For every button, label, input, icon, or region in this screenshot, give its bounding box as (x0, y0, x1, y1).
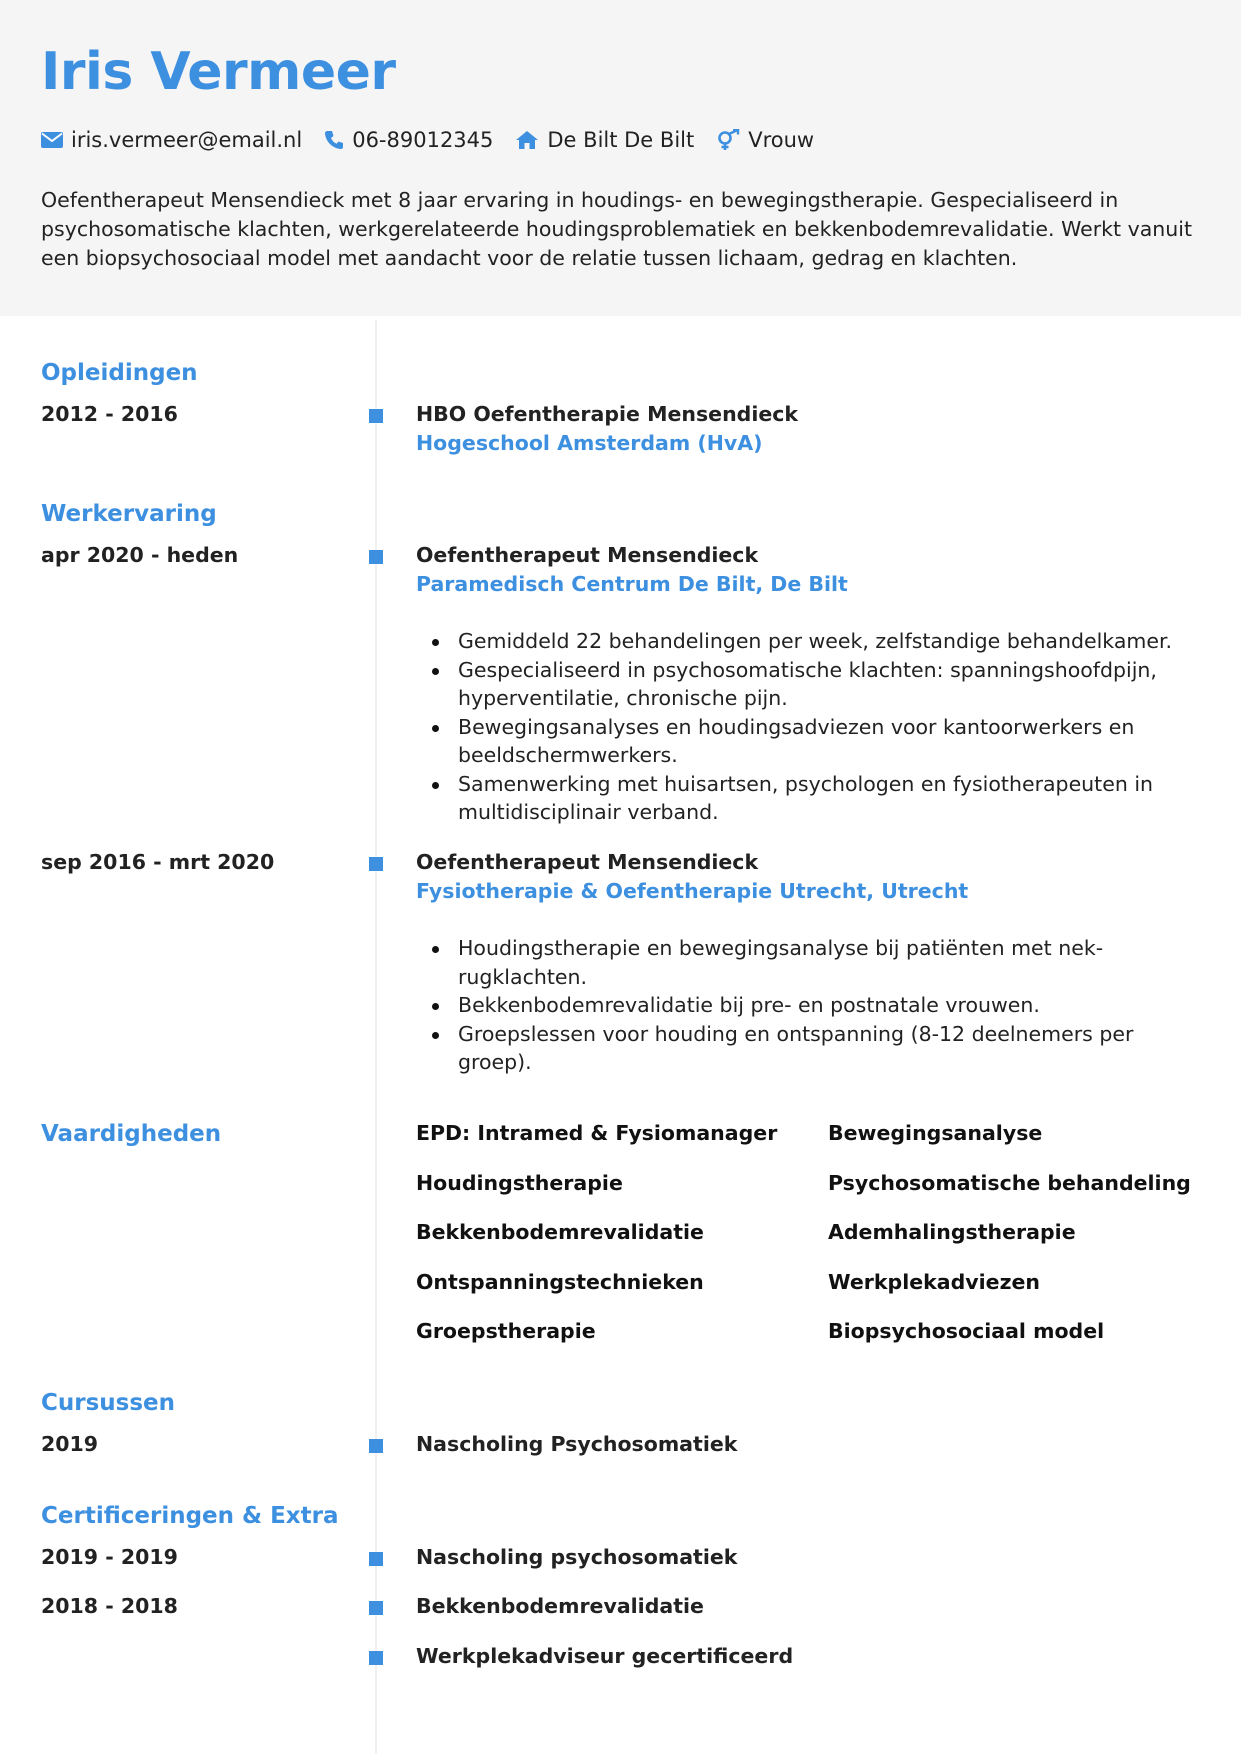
course-date: 2019 (41, 1432, 99, 1456)
timeline-marker (369, 1439, 383, 1453)
list-item: Gemiddeld 22 behandelingen per week, zelfstandige behandelkamer. (416, 627, 1196, 656)
section-title-certifications: Certificeringen & Extra (41, 1503, 339, 1529)
section-title-experience: Werkervaring (41, 501, 217, 527)
skill-item: Houdingstherapie (416, 1171, 623, 1195)
timeline-divider (375, 320, 377, 1754)
list-item: Gespecialiseerd in psychosomatische klachten: spanningshoofdpijn, hyperventilatie, chronische pijn. (416, 656, 1196, 713)
address-text: De Bilt De Bilt (547, 128, 695, 152)
education-school: Hogeschool Amsterdam (HvA) (416, 431, 763, 455)
certification-name: Nascholing psychosomatiek (416, 1545, 738, 1569)
contact-gender (716, 128, 814, 152)
contact-bar (41, 128, 836, 152)
contact-address (515, 128, 694, 152)
skill-item: Ademhalingstherapie (828, 1220, 1076, 1244)
skill-item: EPD: Intramed & Fysiomanager (416, 1121, 778, 1145)
gender-icon (716, 129, 740, 151)
home-icon (515, 130, 539, 150)
experience-company: Fysiotherapie & Oefentherapie Utrecht, Utrecht (416, 879, 969, 903)
experience-company: Paramedisch Centrum De Bilt, De Bilt (416, 572, 848, 596)
skill-item: Psychosomatische behandeling (828, 1171, 1191, 1195)
timeline-marker (369, 1552, 383, 1566)
skill-item: Werkplekadviezen (828, 1270, 1040, 1294)
experience-bullets (416, 934, 1196, 1077)
course-name: Nascholing Psychosomatiek (416, 1432, 738, 1456)
header (0, 0, 1241, 316)
profile-summary: Oefentherapeut Mensendieck met 8 jaar ervaring in houdings- en bewegingstherapie. Gespecialiseerd in psychosomatische klachten, werkgerelateerde houdingsproblematiek en bekkenbodemrevalidatie. Werkt vanuit een biopsychosociaal model met aandacht voor de relatie tussen lichaam, gedrag en klachten. (41, 188, 1193, 270)
skill-item: Bekkenbodemrevalidatie (416, 1220, 704, 1244)
experience-date: apr 2020 - heden (41, 543, 239, 567)
contact-phone[interactable] (324, 128, 493, 152)
list-item: Groepslessen voor houding en ontspanning (8-12 deelnemers per groep). (416, 1020, 1196, 1077)
candidate-name: Iris Vermeer (41, 42, 396, 102)
timeline-marker (369, 409, 383, 423)
section-title-skills: Vaardigheden (41, 1121, 222, 1147)
certification-date: 2019 - 2019 (41, 1545, 178, 1569)
list-item: Houdingstherapie en bewegingsanalyse bij patiënten met nek-rugklachten. (416, 934, 1196, 991)
certification-name: Bekkenbodemrevalidatie (416, 1594, 704, 1618)
education-degree: HBO Oefentherapie Mensendieck (416, 402, 799, 426)
email-text: iris.vermeer@email.nl (71, 128, 303, 152)
section-title-education: Opleidingen (41, 360, 198, 386)
timeline-marker (369, 1601, 383, 1615)
phone-icon (324, 130, 344, 150)
skill-item: Groepstherapie (416, 1319, 596, 1343)
education-date: 2012 - 2016 (41, 402, 178, 426)
certification-date: 2018 - 2018 (41, 1594, 178, 1618)
timeline-marker (369, 1651, 383, 1665)
list-item: Bekkenbodemrevalidatie bij pre- en postnatale vrouwen. (416, 991, 1196, 1020)
skill-item: Bewegingsanalyse (828, 1121, 1043, 1145)
envelope-icon (41, 132, 63, 148)
timeline-marker (369, 550, 383, 564)
contact-email[interactable] (41, 128, 302, 152)
gender-text: Vrouw (748, 128, 815, 152)
experience-date: sep 2016 - mrt 2020 (41, 850, 275, 874)
skill-item: Biopsychosociaal model (828, 1319, 1105, 1343)
phone-text: 06-89012345 (352, 128, 494, 152)
timeline-marker (369, 857, 383, 871)
experience-role: Oefentherapeut Mensendieck (416, 543, 759, 567)
list-item: Bewegingsanalyses en houdingsadviezen voor kantoorwerkers en beeldschermwerkers. (416, 713, 1196, 770)
certification-name: Werkplekadviseur gecertificeerd (416, 1644, 794, 1668)
section-title-courses: Cursussen (41, 1390, 176, 1416)
experience-bullets (416, 627, 1196, 827)
list-item: Samenwerking met huisartsen, psychologen en fysiotherapeuten in multidisciplinair verband. (416, 770, 1196, 827)
experience-role: Oefentherapeut Mensendieck (416, 850, 759, 874)
skill-item: Ontspanningstechnieken (416, 1270, 704, 1294)
